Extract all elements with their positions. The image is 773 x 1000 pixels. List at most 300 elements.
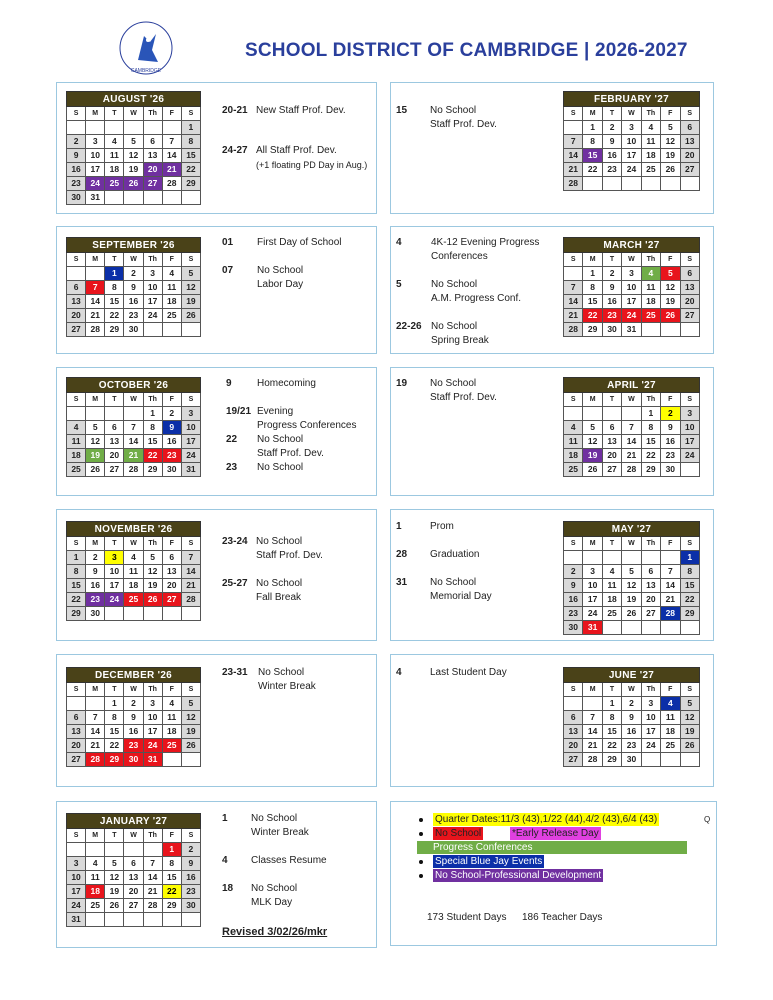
empty-day: [67, 843, 86, 857]
day-cell: 12: [181, 711, 200, 725]
day-name: S: [564, 253, 583, 267]
day-cell: 7: [86, 281, 105, 295]
day-cell: 22: [143, 449, 162, 463]
day-cell: 31: [622, 323, 641, 337]
day-cell: 1: [583, 267, 602, 281]
day-cell: 11: [162, 711, 181, 725]
day-cell: 14: [143, 871, 162, 885]
day-cell: 24: [641, 739, 660, 753]
day-name: F: [661, 393, 680, 407]
calendar-month-title: DECEMBER '26: [67, 668, 201, 683]
day-cell: 11: [124, 565, 143, 579]
district-logo: [118, 20, 174, 76]
empty-day: [162, 121, 181, 135]
day-cell: 20: [564, 739, 583, 753]
empty-day: [124, 121, 143, 135]
day-cell: 13: [680, 281, 699, 295]
day-cell: 27: [105, 463, 124, 477]
day-cell: 24: [143, 309, 162, 323]
day-cell: 14: [622, 435, 641, 449]
day-cell: 8: [105, 281, 124, 295]
day-cell: 19: [622, 593, 641, 607]
day-name: T: [602, 683, 621, 697]
day-cell: 18: [162, 725, 181, 739]
event-text: (+1 floating PD Day in Aug.): [256, 160, 368, 170]
day-cell: 25: [661, 739, 680, 753]
day-cell: 9: [661, 421, 680, 435]
event-text: No School: [430, 378, 477, 389]
day-cell: 17: [143, 725, 162, 739]
day-name: T: [602, 107, 621, 121]
day-cell: 8: [181, 135, 200, 149]
day-cell: 28: [86, 753, 105, 767]
day-cell: 28: [564, 323, 583, 337]
day-cell: 20: [105, 449, 124, 463]
event-date: 23-24: [222, 536, 248, 547]
day-cell: 15: [641, 435, 660, 449]
empty-day: [641, 551, 660, 565]
day-cell: 3: [641, 697, 660, 711]
empty-day: [661, 621, 680, 635]
day-cell: 13: [67, 725, 86, 739]
calendar-february: [563, 91, 700, 191]
day-cell: 21: [86, 309, 105, 323]
empty-day: [162, 607, 181, 621]
day-name: M: [583, 253, 602, 267]
day-cell: 14: [583, 725, 602, 739]
day-cell: 3: [143, 267, 162, 281]
day-cell: 11: [641, 135, 660, 149]
calendar-month-title: JUNE '27: [564, 668, 700, 683]
day-cell: 11: [86, 871, 105, 885]
empty-day: [602, 177, 621, 191]
empty-day: [143, 121, 162, 135]
event-date: 20-21: [222, 105, 248, 116]
day-cell: 10: [143, 711, 162, 725]
day-cell: 19: [181, 725, 200, 739]
day-cell: 8: [162, 857, 181, 871]
day-cell: 13: [162, 565, 181, 579]
day-cell: 21: [564, 309, 583, 323]
day-cell: 12: [181, 281, 200, 295]
legend-quarter-dates: Quarter Dates:11/3 (43),1/22 (44),4/2 (43),6/4 (43): [435, 814, 658, 825]
day-cell: 26: [181, 309, 200, 323]
event-text: Prom: [430, 521, 454, 532]
day-cell: 18: [564, 449, 583, 463]
day-cell: 15: [602, 725, 621, 739]
day-cell: 3: [67, 857, 86, 871]
day-cell: 18: [124, 579, 143, 593]
day-cell: 28: [86, 323, 105, 337]
day-cell: 25: [641, 163, 660, 177]
legend-blue-jay-events: Special Blue Jay Events: [435, 856, 543, 867]
day-cell: 22: [680, 593, 699, 607]
day-cell: 24: [583, 607, 602, 621]
day-cell: 5: [181, 267, 200, 281]
event-text: All Staff Prof. Dev.: [256, 145, 337, 156]
day-cell: 15: [583, 149, 602, 163]
day-cell: 3: [622, 121, 641, 135]
empty-day: [105, 407, 124, 421]
day-cell: 6: [602, 421, 621, 435]
day-cell: 17: [86, 163, 105, 177]
event-text: No School: [257, 265, 304, 276]
empty-day: [622, 407, 641, 421]
day-cell: 17: [583, 593, 602, 607]
empty-day: [564, 267, 583, 281]
event-date: 4: [396, 237, 402, 248]
event-text: Fall Break: [256, 592, 302, 603]
day-name: F: [661, 253, 680, 267]
event-text: Graduation: [430, 549, 480, 560]
day-cell: 18: [105, 163, 124, 177]
empty-day: [67, 267, 86, 281]
empty-day: [602, 621, 621, 635]
day-cell: 17: [105, 579, 124, 593]
day-cell: 10: [680, 421, 699, 435]
day-cell: 15: [583, 295, 602, 309]
day-cell: 4: [162, 697, 181, 711]
event-date: 01: [222, 237, 234, 248]
day-cell: 19: [86, 449, 105, 463]
event-text: No School: [430, 105, 477, 116]
event-text: No School: [257, 434, 304, 445]
day-name: T: [602, 253, 621, 267]
event-date: 15: [396, 105, 408, 116]
day-cell: 24: [181, 449, 200, 463]
empty-day: [124, 607, 143, 621]
calendar-month-title: NOVEMBER '26: [67, 522, 201, 537]
event-date: 19/21: [226, 406, 252, 417]
day-cell: 23: [67, 177, 86, 191]
day-name: F: [162, 107, 181, 121]
day-cell: 19: [105, 885, 124, 899]
day-cell: 14: [86, 725, 105, 739]
day-cell: 25: [86, 899, 105, 913]
day-name: Th: [641, 683, 660, 697]
legend-no-school: No School: [435, 828, 482, 839]
empty-day: [680, 177, 699, 191]
empty-day: [181, 913, 200, 927]
empty-day: [680, 621, 699, 635]
day-cell: 27: [641, 607, 660, 621]
day-cell: 7: [564, 135, 583, 149]
day-name: T: [105, 393, 124, 407]
day-cell: 28: [622, 463, 641, 477]
day-cell: 6: [680, 267, 699, 281]
day-name: T: [105, 107, 124, 121]
day-cell: 18: [602, 593, 621, 607]
empty-day: [143, 607, 162, 621]
day-cell: 11: [564, 435, 583, 449]
day-cell: 21: [564, 163, 583, 177]
day-cell: 3: [680, 407, 699, 421]
day-cell: 20: [124, 885, 143, 899]
event-text: No School: [430, 577, 477, 588]
empty-day: [661, 177, 680, 191]
day-cell: 20: [162, 579, 181, 593]
day-cell: 9: [622, 711, 641, 725]
day-cell: 17: [67, 885, 86, 899]
day-name: S: [181, 107, 200, 121]
event-text: No School: [251, 813, 298, 824]
event-date: 1: [396, 521, 402, 532]
event-text: No School: [256, 578, 303, 589]
empty-day: [583, 697, 602, 711]
day-cell: 16: [661, 435, 680, 449]
day-name: M: [86, 393, 105, 407]
day-cell: 1: [602, 697, 621, 711]
day-name: S: [181, 537, 200, 551]
day-name: S: [67, 829, 86, 843]
day-cell: 27: [564, 753, 583, 767]
day-cell: 26: [181, 739, 200, 753]
event-text: No School: [431, 321, 478, 332]
day-cell: 29: [143, 463, 162, 477]
day-cell: 20: [67, 309, 86, 323]
day-cell: 23: [564, 607, 583, 621]
empty-day: [143, 323, 162, 337]
day-cell: 16: [124, 295, 143, 309]
day-cell: 29: [67, 607, 86, 621]
calendar-month-title: OCTOBER '26: [67, 378, 201, 393]
day-cell: 28: [143, 899, 162, 913]
day-cell: 4: [641, 267, 660, 281]
day-cell: 15: [181, 149, 200, 163]
day-cell: 30: [622, 753, 641, 767]
event-date: 07: [222, 265, 234, 276]
day-cell: 2: [124, 697, 143, 711]
day-cell: 27: [143, 177, 162, 191]
day-cell: 13: [105, 435, 124, 449]
day-name: W: [622, 393, 641, 407]
legend-progress-conferences: Progress Conferences: [417, 841, 687, 854]
day-cell: 5: [622, 565, 641, 579]
day-cell: 28: [564, 177, 583, 191]
event-text: Winter Break: [251, 827, 309, 838]
day-cell: 1: [641, 407, 660, 421]
day-name: F: [162, 683, 181, 697]
empty-day: [564, 551, 583, 565]
event-text: No School: [258, 667, 305, 678]
day-cell: 9: [602, 281, 621, 295]
day-cell: 19: [583, 449, 602, 463]
calendar-december: [66, 667, 201, 767]
empty-day: [143, 913, 162, 927]
day-name: S: [67, 537, 86, 551]
empty-day: [181, 607, 200, 621]
day-name: Th: [641, 393, 660, 407]
day-cell: 29: [181, 177, 200, 191]
empty-day: [67, 697, 86, 711]
empty-day: [661, 551, 680, 565]
empty-day: [564, 697, 583, 711]
day-name: F: [661, 683, 680, 697]
day-cell: 18: [67, 449, 86, 463]
day-name: Th: [143, 683, 162, 697]
event-date: 4: [396, 667, 402, 678]
empty-day: [86, 913, 105, 927]
day-name: M: [86, 107, 105, 121]
day-cell: 15: [162, 871, 181, 885]
legend-bullet: [419, 818, 423, 822]
event-text: Last Student Day: [430, 667, 507, 678]
event-text: Staff Prof. Dev.: [256, 550, 323, 561]
day-name: F: [162, 393, 181, 407]
event-date: 28: [396, 549, 408, 560]
day-cell: 2: [162, 407, 181, 421]
empty-day: [162, 323, 181, 337]
day-cell: 27: [67, 753, 86, 767]
day-cell: 30: [124, 323, 143, 337]
day-cell: 20: [680, 295, 699, 309]
day-cell: 4: [641, 121, 660, 135]
day-name: S: [564, 537, 583, 551]
event-text: Evening: [257, 406, 294, 417]
day-cell: 6: [143, 135, 162, 149]
day-cell: 3: [181, 407, 200, 421]
legend-bullet: [419, 832, 423, 836]
empty-day: [105, 191, 124, 205]
day-cell: 4: [564, 421, 583, 435]
day-cell: 13: [124, 871, 143, 885]
day-cell: 4: [67, 421, 86, 435]
day-cell: 16: [564, 593, 583, 607]
day-name: T: [602, 537, 621, 551]
day-name: S: [680, 253, 699, 267]
day-name: M: [583, 537, 602, 551]
calendar-month-title: APRIL '27: [564, 378, 700, 393]
day-cell: 8: [641, 421, 660, 435]
empty-day: [583, 407, 602, 421]
event-text: MLK Day: [251, 897, 293, 908]
day-name: Th: [143, 829, 162, 843]
day-cell: 21: [181, 579, 200, 593]
day-cell: 25: [564, 463, 583, 477]
day-cell: 29: [602, 753, 621, 767]
day-cell: 22: [583, 309, 602, 323]
day-name: M: [86, 683, 105, 697]
day-cell: 8: [67, 565, 86, 579]
day-cell: 5: [661, 121, 680, 135]
empty-day: [162, 191, 181, 205]
empty-day: [67, 121, 86, 135]
page-title: SCHOOL DISTRICT OF CAMBRIDGE | 2026-2027: [245, 40, 688, 61]
day-name: Th: [641, 253, 660, 267]
event-text: First Day of School: [257, 237, 342, 248]
day-cell: 2: [181, 843, 200, 857]
empty-day: [622, 177, 641, 191]
day-name: W: [124, 393, 143, 407]
day-cell: 2: [602, 121, 621, 135]
day-cell: 24: [680, 449, 699, 463]
empty-day: [105, 121, 124, 135]
day-cell: 9: [162, 421, 181, 435]
day-cell: 15: [105, 725, 124, 739]
day-cell: 23: [602, 309, 621, 323]
day-cell: 10: [622, 281, 641, 295]
day-cell: 14: [86, 295, 105, 309]
event-date: 22-26: [396, 321, 422, 332]
calendar-may: [563, 521, 700, 635]
day-cell: 11: [162, 281, 181, 295]
day-cell: 30: [602, 323, 621, 337]
day-cell: 22: [105, 309, 124, 323]
day-cell: 24: [622, 309, 641, 323]
event-date: 31: [396, 577, 408, 588]
day-cell: 17: [622, 149, 641, 163]
day-cell: 7: [661, 565, 680, 579]
day-cell: 11: [661, 711, 680, 725]
day-cell: 18: [641, 149, 660, 163]
empty-day: [105, 913, 124, 927]
day-cell: 29: [583, 323, 602, 337]
calendar-september: [66, 237, 201, 337]
empty-day: [162, 913, 181, 927]
day-cell: 28: [583, 753, 602, 767]
empty-day: [602, 551, 621, 565]
day-cell: 23: [602, 163, 621, 177]
day-cell: 23: [86, 593, 105, 607]
day-cell: 25: [162, 309, 181, 323]
day-name: F: [661, 537, 680, 551]
empty-day: [86, 843, 105, 857]
day-cell: 14: [162, 149, 181, 163]
day-cell: 16: [602, 149, 621, 163]
student-days: 173 Student Days: [427, 912, 507, 923]
day-name: Th: [143, 107, 162, 121]
day-name: S: [680, 107, 699, 121]
day-cell: 28: [162, 177, 181, 191]
day-cell: 20: [602, 449, 621, 463]
day-cell: 6: [564, 711, 583, 725]
day-cell: 8: [143, 421, 162, 435]
day-name: T: [105, 683, 124, 697]
day-cell: 30: [564, 621, 583, 635]
day-cell: 6: [680, 121, 699, 135]
day-cell: 1: [181, 121, 200, 135]
event-date: 18: [222, 883, 234, 894]
day-name: S: [181, 683, 200, 697]
day-cell: 9: [564, 579, 583, 593]
day-cell: 2: [564, 565, 583, 579]
day-cell: 1: [105, 267, 124, 281]
day-cell: 10: [67, 871, 86, 885]
event-text: No School: [257, 462, 304, 473]
day-cell: 12: [124, 149, 143, 163]
day-cell: 6: [641, 565, 660, 579]
day-cell: 8: [583, 281, 602, 295]
event-date: 19: [396, 378, 408, 389]
day-cell: 25: [67, 463, 86, 477]
day-cell: 18: [86, 885, 105, 899]
day-cell: 10: [143, 281, 162, 295]
empty-day: [181, 191, 200, 205]
empty-day: [680, 323, 699, 337]
day-cell: 15: [680, 579, 699, 593]
day-cell: 7: [143, 857, 162, 871]
empty-day: [124, 843, 143, 857]
day-cell: 24: [67, 899, 86, 913]
day-cell: 14: [181, 565, 200, 579]
day-cell: 29: [162, 899, 181, 913]
day-cell: 16: [124, 725, 143, 739]
day-name: S: [680, 537, 699, 551]
day-cell: 9: [124, 711, 143, 725]
day-cell: 29: [680, 607, 699, 621]
event-date: 1: [222, 813, 228, 824]
day-cell: 6: [67, 281, 86, 295]
